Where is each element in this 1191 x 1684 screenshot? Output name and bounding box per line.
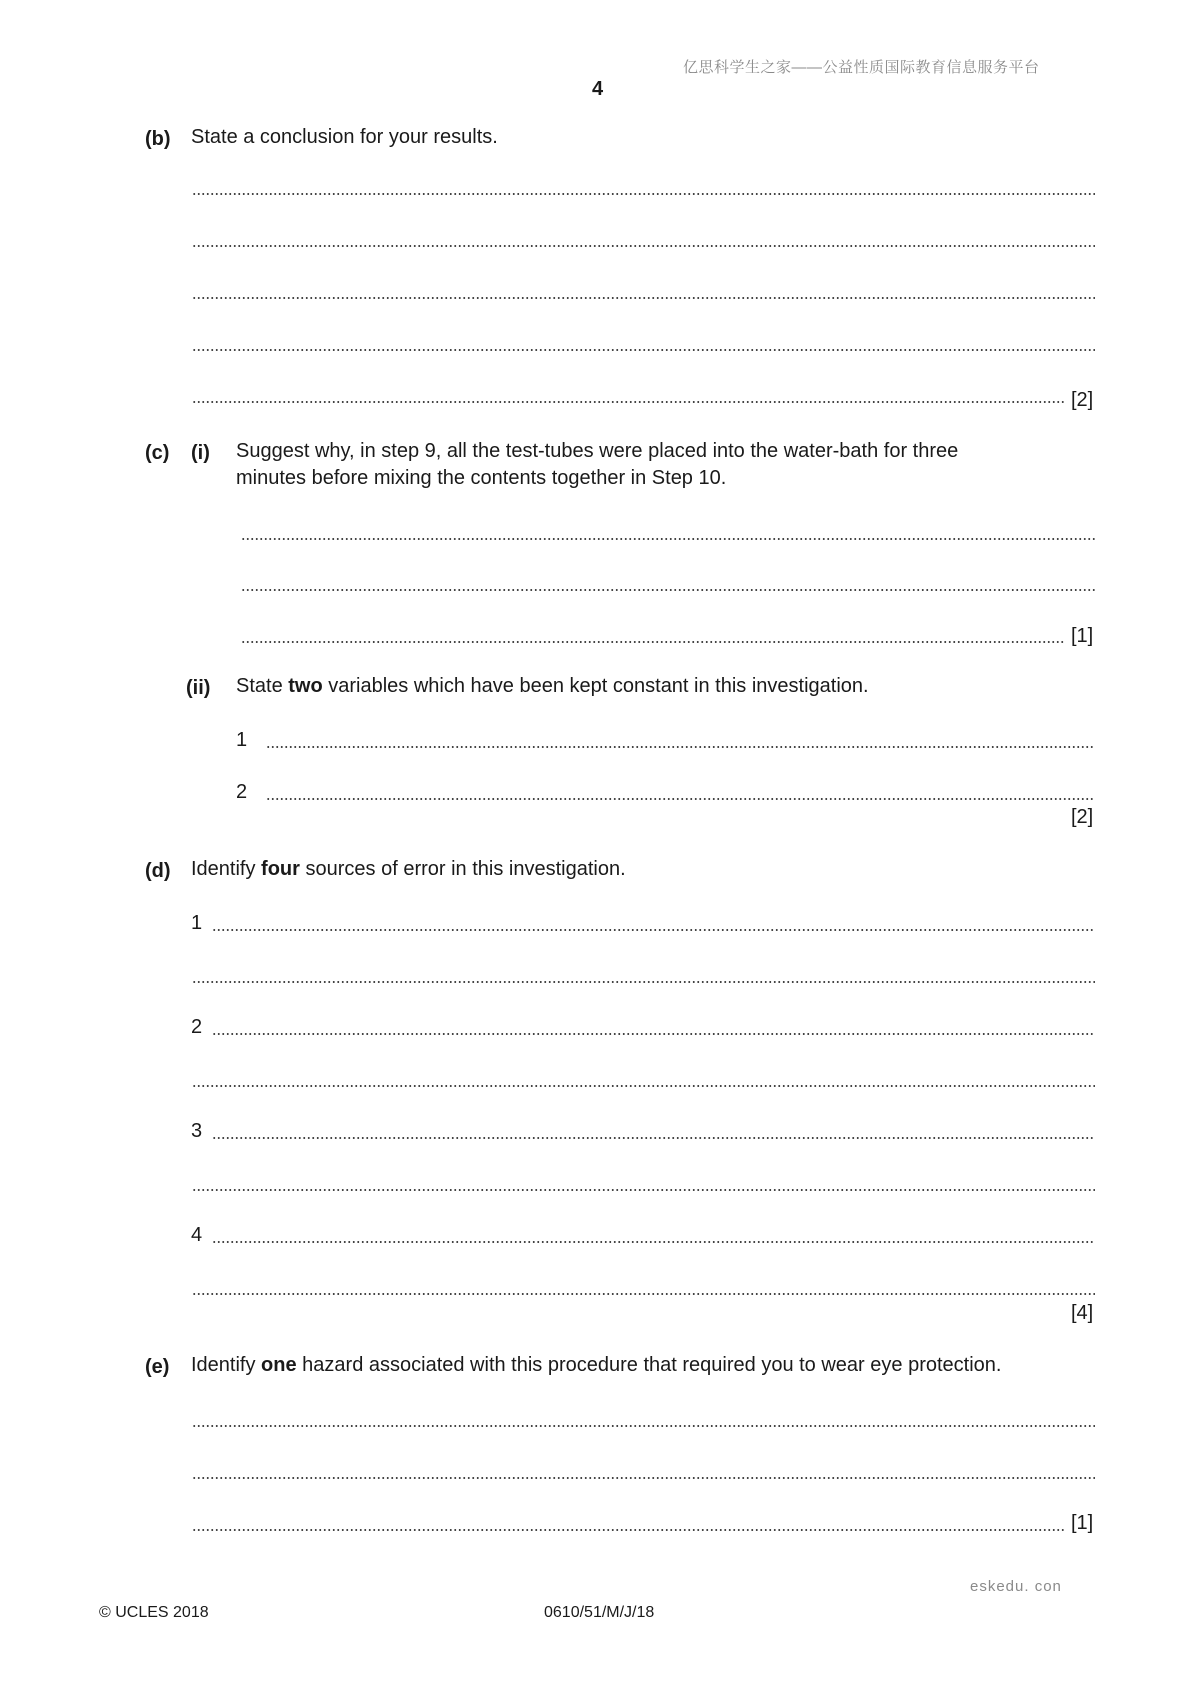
question-d-prefix: Identify (191, 858, 256, 880)
answer-line-d-1a[interactable] (212, 912, 1095, 932)
question-e-emphasis: one (261, 1354, 297, 1376)
answer-line-c-ii-1[interactable] (266, 729, 1095, 749)
question-c-i-label: (i) (191, 442, 210, 464)
answer-line-d-2b[interactable] (192, 1068, 1095, 1088)
answer-line-b-3[interactable] (192, 280, 1095, 300)
question-c-ii-text (236, 673, 869, 700)
answer-line-d-3b[interactable] (192, 1172, 1095, 1192)
d-item-3-number: 3 (191, 1120, 203, 1142)
question-c-ii-prefix: State (236, 675, 283, 697)
mark-d: [4] (1071, 1302, 1094, 1324)
answer-line-b-5[interactable] (192, 384, 1065, 404)
question-c-i-line1: Suggest why, in step 9, all the test-tubes were placed into the water-bath for three (236, 440, 959, 462)
mark-e: [1] (1071, 1512, 1094, 1534)
question-c-ii-suffix: variables which have been kept constant in this investigation. (328, 675, 869, 697)
answer-line-b-2[interactable] (192, 228, 1095, 248)
answer-line-d-1b[interactable] (192, 964, 1095, 984)
question-e-prefix: Identify (191, 1354, 256, 1376)
answer-line-c-i-2[interactable] (241, 572, 1095, 592)
answer-line-c-ii-2[interactable] (266, 781, 1095, 801)
question-c-i-line2: minutes before mixing the contents together in Step 10. (236, 467, 727, 489)
d-item-1-number: 1 (191, 912, 203, 934)
answer-line-d-4b[interactable] (192, 1276, 1095, 1296)
answer-line-b-1[interactable] (192, 176, 1095, 196)
question-d-emphasis: four (261, 858, 300, 880)
answer-line-d-2a[interactable] (212, 1016, 1095, 1036)
answer-line-c-i-3[interactable] (241, 624, 1065, 644)
header-watermark: 亿思科学生之家——公益性质国际教育信息服务平台 (683, 59, 1040, 76)
question-d-text (191, 856, 626, 883)
answer-line-e-1[interactable] (192, 1408, 1095, 1428)
answer-line-c-i-1[interactable] (241, 521, 1095, 541)
mark-c-ii: [2] (1071, 806, 1094, 828)
d-item-2-number: 2 (191, 1016, 203, 1038)
mark-b: [2] (1071, 389, 1094, 411)
question-c-ii-label: (ii) (186, 677, 211, 699)
answer-line-d-3a[interactable] (212, 1120, 1095, 1140)
question-b-text: State a conclusion for your results. (191, 126, 498, 148)
answer-line-d-4a[interactable] (212, 1224, 1095, 1244)
c-ii-item-2-number: 2 (236, 781, 248, 803)
question-c-ii-emphasis: two (288, 675, 323, 697)
footer-paper-code: 0610/51/M/J/18 (544, 1604, 655, 1621)
question-d-suffix: sources of error in this investigation. (305, 858, 626, 880)
d-item-4-number: 4 (191, 1224, 203, 1246)
mark-c-i: [1] (1071, 625, 1094, 647)
answer-line-e-3[interactable] (192, 1512, 1065, 1532)
page-number: 4 (592, 78, 604, 100)
question-b-label: (b) (145, 128, 171, 150)
question-e-suffix: hazard associated with this procedure that required you to wear eye protection. (302, 1354, 1002, 1376)
answer-line-b-4[interactable] (192, 332, 1095, 352)
question-d-label: (d) (145, 860, 171, 882)
footer-site: eskedu. con (970, 1578, 1062, 1595)
question-e-text (191, 1352, 1001, 1379)
footer-copyright: © UCLES 2018 (99, 1604, 209, 1621)
question-c-label: (c) (145, 442, 170, 464)
question-e-label: (e) (145, 1356, 170, 1378)
c-ii-item-1-number: 1 (236, 729, 248, 751)
answer-line-e-2[interactable] (192, 1460, 1095, 1480)
